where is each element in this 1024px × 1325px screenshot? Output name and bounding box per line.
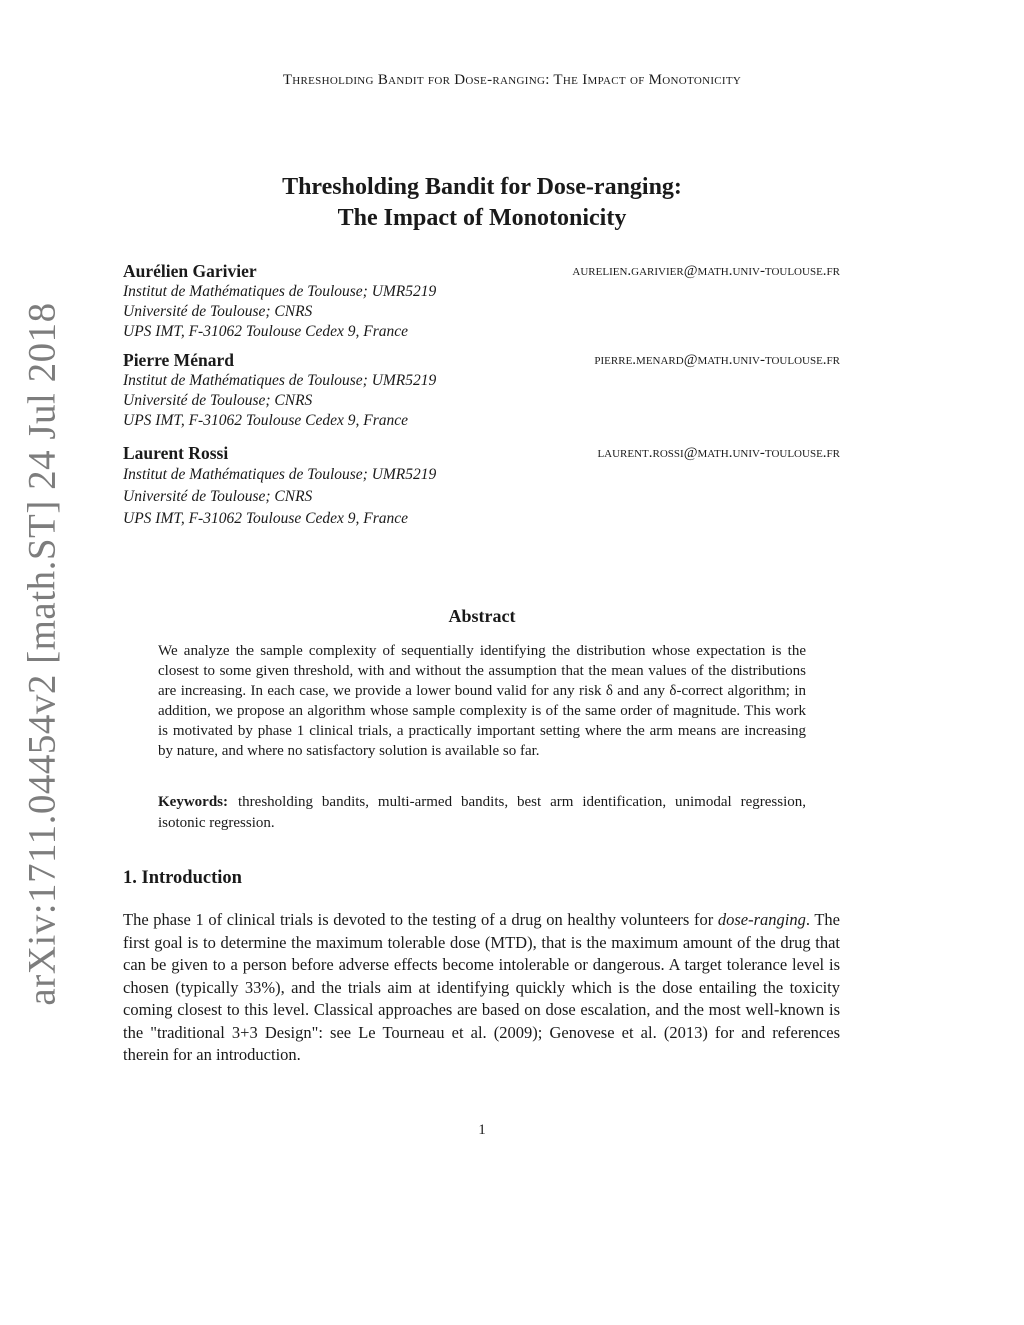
affiliation-line: UPS IMT, F-31062 Toulouse Cedex 9, France: [123, 510, 408, 527]
author-email: aurelien.garivier@math.univ-toulouse.fr: [572, 263, 840, 279]
arxiv-stamp: arXiv:1711.04454v2 [math.ST] 24 Jul 2018: [20, 302, 64, 1006]
keywords: [158, 792, 806, 834]
author-block-rossi: [123, 442, 840, 530]
intro-text-start: The phase 1 of clinical trials is devoted to the testing of a drug on healthy volunteers for: [123, 910, 718, 929]
affiliation-line: Institut de Mathématiques de Toulouse; UMR5219: [123, 372, 437, 389]
keywords-label: Keywords:: [158, 794, 228, 810]
intro-text-rest: . The first goal is to determine the maximum tolerable dose (MTD), that is the maximum amount of the drug that can be given to a person before adverse effects become intolerable or dangerous. A target tolerance level is chosen (typically 33%), and the trials aim at identifying quickly which is the dose entailing the toxicity coming closest to this level. Classical approaches are based on dose escalation, and the most well-known is the "traditional 3+3 Design": see Le Tourneau et al. (2009); Genovese et al. (2013) for and references therein for an introduction.: [123, 910, 840, 1064]
section-heading-introduction: 1. Introduction: [123, 868, 242, 888]
affiliation-line: UPS IMT, F-31062 Toulouse Cedex 9, France: [123, 323, 408, 340]
author-block-menard: [123, 349, 840, 431]
abstract-text: We analyze the sample complexity of sequentially identifying the distribution whose expectation is the closest to some given threshold, with and without the assumption that the mean values of the distributions are increasing. In each case, we provide a lower bound valid for any risk δ and any δ-correct algorithm; in addition, we propose an algorithm whose sample complexity is of the same order of magnitude. This work is motivated by phase 1 clinical trials, a practically important setting where the arm means are increasing by nature, and where no satisfactory solution is available so far.: [158, 643, 806, 759]
author-name: Laurent Rossi: [123, 443, 229, 463]
affiliation-line: Université de Toulouse; CNRS: [123, 392, 313, 409]
author-block-garivier: [123, 260, 840, 342]
author-name: Aurélien Garivier: [123, 261, 257, 281]
author-email: pierre.menard@math.univ-toulouse.fr: [594, 352, 840, 368]
keywords-text: thresholding bandits, multi-armed bandits, best arm identification, unimodal regression, isotonic regression.: [158, 794, 806, 831]
introduction-paragraph: [123, 909, 840, 1067]
affiliation-line: Institut de Mathématiques de Toulouse; UMR5219: [123, 283, 437, 300]
affiliation-line: Institut de Mathématiques de Toulouse; UMR5219: [123, 466, 437, 483]
author-name: Pierre Ménard: [123, 350, 234, 370]
author-email: laurent.rossi@math.univ-toulouse.fr: [597, 445, 840, 461]
affiliation-line: UPS IMT, F-31062 Toulouse Cedex 9, France: [123, 412, 408, 429]
paper-title: [0, 172, 964, 234]
title-line-2: The Impact of Monotonicity: [337, 205, 627, 231]
page-number: 1: [478, 1122, 486, 1138]
intro-emphasis: dose-ranging: [717, 910, 806, 929]
affiliation-line: Université de Toulouse; CNRS: [123, 488, 313, 505]
running-head: Thresholding Bandit for Dose-ranging: The Impact of Monotonicity: [282, 72, 742, 88]
title-line-1: Thresholding Bandit for Dose-ranging:: [282, 174, 682, 200]
affiliation-line: Université de Toulouse; CNRS: [123, 303, 313, 320]
abstract-heading: Abstract: [448, 606, 516, 626]
